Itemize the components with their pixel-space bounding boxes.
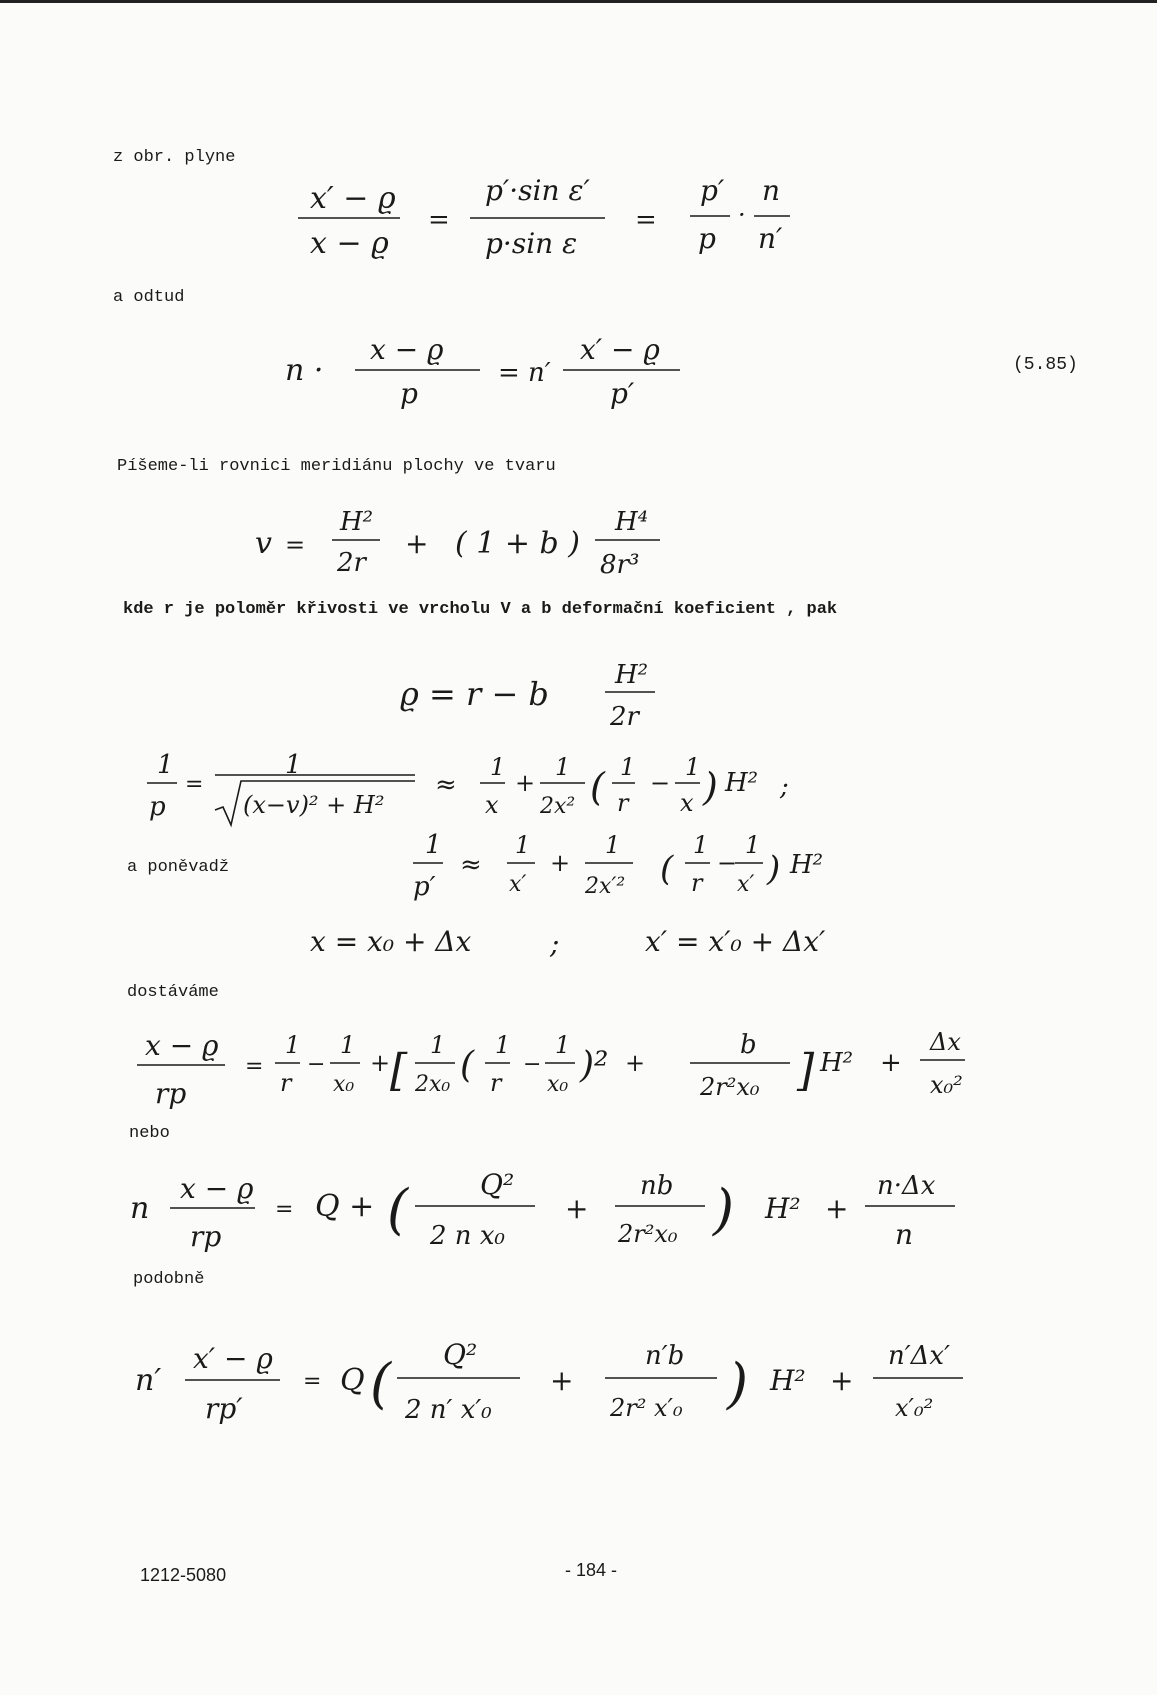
svg-text:2r²x₀: 2r²x₀ <box>618 1220 678 1248</box>
svg-text:−: − <box>717 849 738 877</box>
svg-text:=: = <box>245 1054 264 1079</box>
svg-text:(: ( <box>660 849 674 889</box>
svg-text:n′: n′ <box>135 1363 162 1398</box>
svg-text:1: 1 <box>555 1031 571 1059</box>
svg-text:(: ( <box>370 1352 392 1415</box>
svg-text:1: 1 <box>515 831 531 859</box>
equation-rho <box>390 655 690 735</box>
svg-text:=: = <box>185 772 204 797</box>
svg-text:+: + <box>825 1192 849 1225</box>
svg-text:+: + <box>565 1192 589 1225</box>
svg-text:2r: 2r <box>610 702 639 732</box>
equation-dostavame <box>125 1015 995 1115</box>
svg-text:v: v <box>255 526 272 561</box>
svg-text:p: p <box>149 792 166 822</box>
svg-text:2x²: 2x² <box>540 794 576 819</box>
svg-text:2 n′ x′₀: 2 n′ x′₀ <box>405 1395 492 1425</box>
svg-text:=: = <box>428 205 450 235</box>
text-podobne: podobně <box>133 1270 205 1289</box>
svg-text:1: 1 <box>285 1031 301 1059</box>
svg-text:x = x₀ + Δx: x = x₀ + Δx <box>310 925 472 958</box>
svg-text:1: 1 <box>745 831 761 859</box>
svg-text:1: 1 <box>685 753 701 781</box>
svg-text:1: 1 <box>340 1031 356 1059</box>
svg-text:n·Δx: n·Δx <box>877 1171 936 1201</box>
svg-text:+: + <box>515 769 536 797</box>
svg-text:x′ − ϱ: x′ − ϱ <box>193 1342 273 1375</box>
svg-text:n ·: n · <box>285 353 324 388</box>
svg-text:x − ϱ: x − ϱ <box>370 333 444 366</box>
svg-text:n′: n′ <box>758 222 783 255</box>
svg-text:H²: H² <box>340 507 374 537</box>
svg-text:·: · <box>738 201 746 229</box>
svg-text:2 n x₀: 2 n x₀ <box>430 1221 505 1251</box>
text-a-odtud: a odtud <box>113 288 185 307</box>
document-id: 1212-5080 <box>140 1565 227 1585</box>
svg-text:x₀: x₀ <box>547 1072 569 1097</box>
text-piseme: Píšeme-li rovnici meridiánu plochy ve tvaru <box>117 457 556 476</box>
svg-text:x₀²: x₀² <box>930 1071 963 1099</box>
svg-text:x′: x′ <box>737 872 755 897</box>
svg-text:H⁴: H⁴ <box>615 507 649 537</box>
svg-text:H²: H² <box>615 660 649 690</box>
equation-ratio-sin <box>280 168 840 263</box>
svg-text:rp′: rp′ <box>205 1392 243 1425</box>
svg-text:p′·sin ε′: p′·sin ε′ <box>485 174 590 207</box>
svg-text:2r² x′₀: 2r² x′₀ <box>610 1394 683 1422</box>
svg-text:x′ = x′₀ + Δx′: x′ = x′₀ + Δx′ <box>645 925 826 958</box>
svg-text:(x−v)² + H²: (x−v)² + H² <box>243 791 385 819</box>
svg-text:1: 1 <box>157 750 174 780</box>
svg-text:p: p <box>400 377 418 410</box>
svg-text:=: = <box>303 1369 322 1394</box>
svg-text:b: b <box>740 1030 757 1060</box>
svg-text:[: [ <box>390 1045 408 1096</box>
svg-text:≈: ≈ <box>460 850 482 880</box>
svg-text:Q²: Q² <box>480 1168 515 1201</box>
svg-text:r: r <box>617 789 629 817</box>
svg-text:(: ( <box>460 1045 475 1086</box>
svg-text:]: ] <box>797 1045 815 1096</box>
svg-text:1: 1 <box>495 1031 511 1059</box>
svg-text:x′₀²: x′₀² <box>895 1394 934 1422</box>
svg-text:=: = <box>285 531 306 559</box>
top-edge-line <box>0 0 1157 3</box>
svg-text:): ) <box>727 1352 749 1415</box>
svg-text:p: p <box>698 222 716 255</box>
svg-text:p′: p′ <box>700 174 725 207</box>
svg-text:): ) <box>767 849 781 889</box>
svg-text:rp: rp <box>155 1077 187 1110</box>
svg-text:p′: p′ <box>610 377 635 410</box>
svg-text:n: n <box>130 1191 150 1226</box>
svg-text:+: + <box>830 1364 854 1397</box>
svg-text:1: 1 <box>430 1031 446 1059</box>
svg-text:): ) <box>703 765 718 809</box>
svg-text:r: r <box>691 869 703 897</box>
svg-text:nb: nb <box>640 1171 674 1201</box>
svg-text:): ) <box>713 1178 735 1241</box>
svg-text:x − ϱ: x − ϱ <box>145 1029 219 1062</box>
svg-text:8r³: 8r³ <box>600 550 640 580</box>
svg-text:x − ϱ: x − ϱ <box>180 1172 254 1205</box>
svg-text:x: x <box>680 789 694 817</box>
svg-text:1: 1 <box>425 830 442 860</box>
svg-text:1: 1 <box>693 831 709 859</box>
svg-text:2r²x₀: 2r²x₀ <box>700 1073 760 1101</box>
svg-text:x′ − ϱ: x′ − ϱ <box>580 333 660 366</box>
svg-text:Δx: Δx <box>930 1028 961 1056</box>
svg-text:x₀: x₀ <box>333 1072 355 1097</box>
svg-text:+: + <box>625 1049 646 1077</box>
svg-text:−: − <box>523 1052 542 1077</box>
svg-text:=: = <box>275 1197 294 1222</box>
svg-text:(: ( <box>387 1178 409 1241</box>
svg-text:r: r <box>280 1069 292 1097</box>
equation-meridian <box>240 505 680 585</box>
svg-text:x − ϱ: x − ϱ <box>310 226 389 261</box>
svg-text:Q²: Q² <box>443 1338 478 1371</box>
svg-text:H²: H² <box>725 768 759 798</box>
svg-text:= n′: = n′ <box>498 358 551 388</box>
svg-text:2x′²: 2x′² <box>585 874 626 899</box>
svg-text:2r: 2r <box>337 548 366 578</box>
svg-text:H²: H² <box>790 850 824 880</box>
text-dostavame: dostáváme <box>127 983 219 1002</box>
svg-text:1: 1 <box>285 750 302 780</box>
equation-inverse-p-prime <box>395 825 895 905</box>
svg-text:+: + <box>880 1048 902 1078</box>
text-a-ponevadz: a poněvadž <box>127 858 230 877</box>
svg-text:+: + <box>405 527 429 560</box>
svg-text:n: n <box>762 174 781 207</box>
svg-text:1: 1 <box>490 753 506 781</box>
svg-text:n′b: n′b <box>645 1341 685 1371</box>
svg-text:x: x <box>485 791 499 819</box>
svg-text:Q +: Q + <box>315 1189 375 1224</box>
svg-text:ϱ = r − b: ϱ = r − b <box>400 675 549 713</box>
text-kde: kde r je poloměr křivosti ve vrcholu V a b deformační koeficient , pak <box>123 600 838 619</box>
svg-text:;: ; <box>780 772 789 802</box>
svg-text:=: = <box>635 205 657 235</box>
page-number: - 184 - <box>565 1560 618 1580</box>
svg-text:(: ( <box>590 765 605 809</box>
svg-text:−: − <box>650 769 671 797</box>
svg-text:x′ − ϱ: x′ − ϱ <box>310 181 396 216</box>
svg-text:x′: x′ <box>509 872 527 897</box>
svg-text:H²: H² <box>765 1192 801 1225</box>
svg-text:n: n <box>895 1218 914 1251</box>
svg-text:2x₀: 2x₀ <box>415 1072 451 1097</box>
svg-text:)²: )² <box>580 1045 609 1086</box>
svg-text:H²: H² <box>770 1364 806 1397</box>
svg-text:1: 1 <box>605 831 621 859</box>
svg-text:r: r <box>490 1069 502 1097</box>
svg-text:p′: p′ <box>413 872 436 902</box>
svg-text:n′Δx′: n′Δx′ <box>888 1341 950 1371</box>
svg-text:1: 1 <box>620 753 636 781</box>
svg-text:( 1 + b ): ( 1 + b ) <box>455 526 580 561</box>
equation-x-shift <box>305 915 925 965</box>
svg-text:+: + <box>550 1364 574 1397</box>
text-nebo: nebo <box>129 1124 170 1143</box>
text-z-obr: z obr. plyne <box>113 148 236 167</box>
equation-inverse-p <box>135 745 895 835</box>
svg-text:≈: ≈ <box>435 770 457 800</box>
equation-5-85 <box>280 325 700 410</box>
svg-text:p·sin ε: p·sin ε <box>485 227 578 260</box>
svg-text:Q: Q <box>340 1363 365 1398</box>
svg-text:−: − <box>307 1052 326 1077</box>
svg-text:;: ; <box>550 927 560 960</box>
svg-text:+: + <box>550 849 571 877</box>
svg-text:1: 1 <box>555 753 571 781</box>
equation-nebo <box>125 1160 985 1260</box>
svg-text:rp: rp <box>190 1220 222 1253</box>
svg-text:H²: H² <box>820 1048 854 1078</box>
svg-text:+: + <box>370 1049 391 1077</box>
equation-number: (5.85) <box>1013 355 1078 375</box>
equation-podobne <box>125 1330 985 1440</box>
